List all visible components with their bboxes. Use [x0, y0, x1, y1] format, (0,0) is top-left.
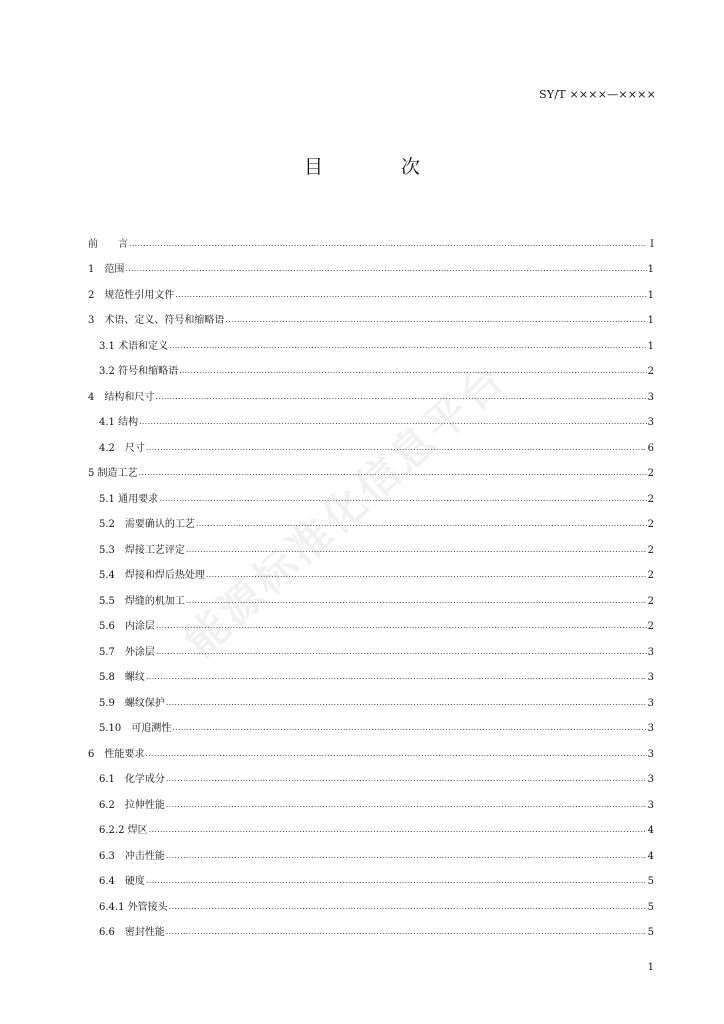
toc-entry[interactable]: [88, 607, 654, 633]
toc-entry-page: 2: [647, 493, 654, 505]
toc-entry-label: 6 性能要求: [88, 748, 145, 760]
toc-entry[interactable]: [88, 224, 654, 250]
toc-dot-leader: [159, 494, 647, 505]
toc-entry-page: 5: [647, 927, 654, 938]
toc-dot-leader: [156, 647, 647, 658]
toc-entry[interactable]: [88, 505, 654, 531]
toc-entry-page: 4: [647, 850, 654, 862]
toc-entry[interactable]: [88, 683, 654, 709]
toc-dot-leader: [186, 596, 647, 607]
toc-entry-label: 3.1 术语和定义: [99, 340, 169, 352]
toc-entry-page: 2: [647, 570, 654, 581]
toc-dot-leader: [169, 902, 647, 913]
toc-dot-leader: [166, 774, 647, 785]
toc-dot-leader: [129, 239, 647, 250]
toc-entry-label: 5.1 通用要求: [99, 493, 159, 505]
toc-entry-page: 3: [647, 774, 654, 785]
toc-entry[interactable]: [88, 301, 654, 327]
page-title: 目 次: [303, 156, 457, 178]
toc-entry-label: 1 范围: [88, 264, 125, 275]
toc-dot-leader: [206, 570, 647, 581]
toc-entry-label: 5.5 焊缝的机加工: [99, 595, 185, 607]
toc-entry-page: 6: [647, 442, 654, 454]
toc-entry-page: 3: [647, 417, 654, 428]
toc-entry-label: 2 规范性引用文件: [88, 289, 175, 301]
toc-dot-leader: [186, 545, 647, 556]
toc-entry-label: 5.8 螺纹: [99, 672, 145, 683]
toc-entry[interactable]: [88, 250, 654, 276]
toc-entry-page: 3: [647, 799, 654, 811]
toc-dot-leader: [166, 698, 647, 709]
toc-entry[interactable]: [88, 530, 654, 556]
toc-entry[interactable]: [88, 760, 654, 786]
toc-entry[interactable]: [88, 454, 654, 480]
toc-dot-leader: [196, 519, 647, 530]
toc-entry[interactable]: [88, 913, 654, 939]
toc-entry-page: 3: [647, 748, 654, 760]
toc-entry[interactable]: [88, 479, 654, 505]
toc-dot-leader: [125, 264, 646, 275]
toc-entry-page: 1: [647, 315, 654, 326]
toc-entry-page: 2: [647, 595, 654, 607]
toc-entry[interactable]: [88, 403, 654, 429]
toc-entry[interactable]: [88, 658, 654, 684]
toc-dot-leader: [149, 825, 647, 836]
toc-entry-label: 6.1 化学成分: [99, 774, 165, 785]
standard-code: SY/T ××××—××××: [539, 88, 656, 101]
toc-entry[interactable]: [88, 785, 654, 811]
toc-dot-leader: [169, 341, 647, 352]
toc-entry-label: 4.2 尺寸: [99, 442, 145, 454]
toc-entry-page: 2: [647, 544, 654, 556]
toc-dot-leader: [172, 723, 646, 734]
toc-entry-label: 6.3 冲击性能: [99, 850, 165, 862]
toc-entry-page: 2: [647, 366, 654, 377]
toc-entry[interactable]: [88, 836, 654, 862]
toc-entry-label: 6.2.2 焊区: [99, 825, 148, 836]
toc-entry-label: 5.9 螺纹保护: [99, 697, 165, 709]
toc-dot-leader: [156, 621, 647, 632]
toc-entry-page: I: [650, 238, 654, 250]
toc-dot-leader: [146, 443, 647, 454]
toc-entry-page: 3: [647, 646, 654, 658]
toc-entry-page: 2: [647, 468, 654, 479]
toc-dot-leader: [166, 851, 647, 862]
toc-dot-leader: [166, 927, 647, 938]
toc-entry[interactable]: [88, 709, 654, 735]
toc-entry[interactable]: [88, 556, 654, 582]
toc-entry[interactable]: [88, 377, 654, 403]
toc-dot-leader: [155, 392, 646, 403]
toc-entry[interactable]: [88, 326, 654, 352]
toc-entry-label: 5.2 需要确认的工艺: [99, 519, 195, 530]
toc-entry-label: 6.2 拉伸性能: [99, 799, 165, 811]
toc-entry-label: 5.3 焊接工艺评定: [99, 544, 185, 556]
toc-dot-leader: [225, 315, 646, 326]
toc-entry[interactable]: [88, 862, 654, 888]
toc-dot-leader: [175, 290, 646, 301]
toc-entry-label: 3 术语、定义、符号和缩略语: [88, 315, 225, 326]
toc-entry[interactable]: [88, 632, 654, 658]
toc-entry[interactable]: [88, 352, 654, 378]
toc-entry-page: 5: [647, 876, 654, 887]
toc-entry-page: 1: [647, 264, 654, 275]
toc-entry-label: 6.4 硬度: [99, 876, 145, 887]
toc-entry[interactable]: [88, 887, 654, 913]
toc-entry[interactable]: [88, 428, 654, 454]
toc-entry-label: 6.6 密封性能: [99, 927, 165, 938]
watermark: 能源标准化信息平台: [175, 352, 516, 667]
toc-entry-label: 5.6 内涂层: [99, 621, 155, 632]
toc-entry-page: 2: [647, 621, 654, 632]
toc-entry-page: 1: [647, 289, 654, 301]
toc-entry-label: 5.7 外涂层: [99, 646, 155, 658]
toc-entry-label: 前 言: [88, 238, 128, 250]
toc-entry-label: 5.10 可追溯性: [99, 723, 172, 734]
toc-entry-page: 5: [647, 901, 654, 913]
toc-entry-label: 5 制造工艺: [88, 468, 138, 479]
toc-dot-leader: [139, 417, 647, 428]
toc-entry-page: 3: [647, 697, 654, 709]
toc-dot-leader: [139, 468, 647, 479]
toc-entry-page: 3: [647, 672, 654, 683]
toc-entry-page: 1: [647, 340, 654, 352]
toc-dot-leader: [145, 749, 646, 760]
table-of-contents: [88, 224, 654, 938]
page-number: 1: [647, 962, 654, 973]
toc-entry-label: 5.4 焊接和焊后热处理: [99, 570, 205, 581]
toc-entry-label: 3.2 符号和缩略语: [99, 366, 179, 377]
toc-entry-label: 4 结构和尺寸: [88, 391, 155, 403]
toc-dot-leader: [146, 672, 647, 683]
toc-entry[interactable]: [88, 734, 654, 760]
toc-entry-page: 2: [647, 519, 654, 530]
toc-entry[interactable]: [88, 581, 654, 607]
toc-entry-label: 6.4.1 外管接头: [99, 901, 168, 913]
toc-entry-page: 3: [647, 723, 654, 734]
toc-dot-leader: [166, 800, 647, 811]
toc-entry-label: 4.1 结构: [99, 417, 139, 428]
toc-entry[interactable]: [88, 275, 654, 301]
toc-entry-page: 3: [647, 391, 654, 403]
toc-entry-page: 4: [647, 825, 654, 836]
toc-dot-leader: [179, 366, 647, 377]
toc-dot-leader: [146, 876, 647, 887]
toc-entry[interactable]: [88, 811, 654, 837]
